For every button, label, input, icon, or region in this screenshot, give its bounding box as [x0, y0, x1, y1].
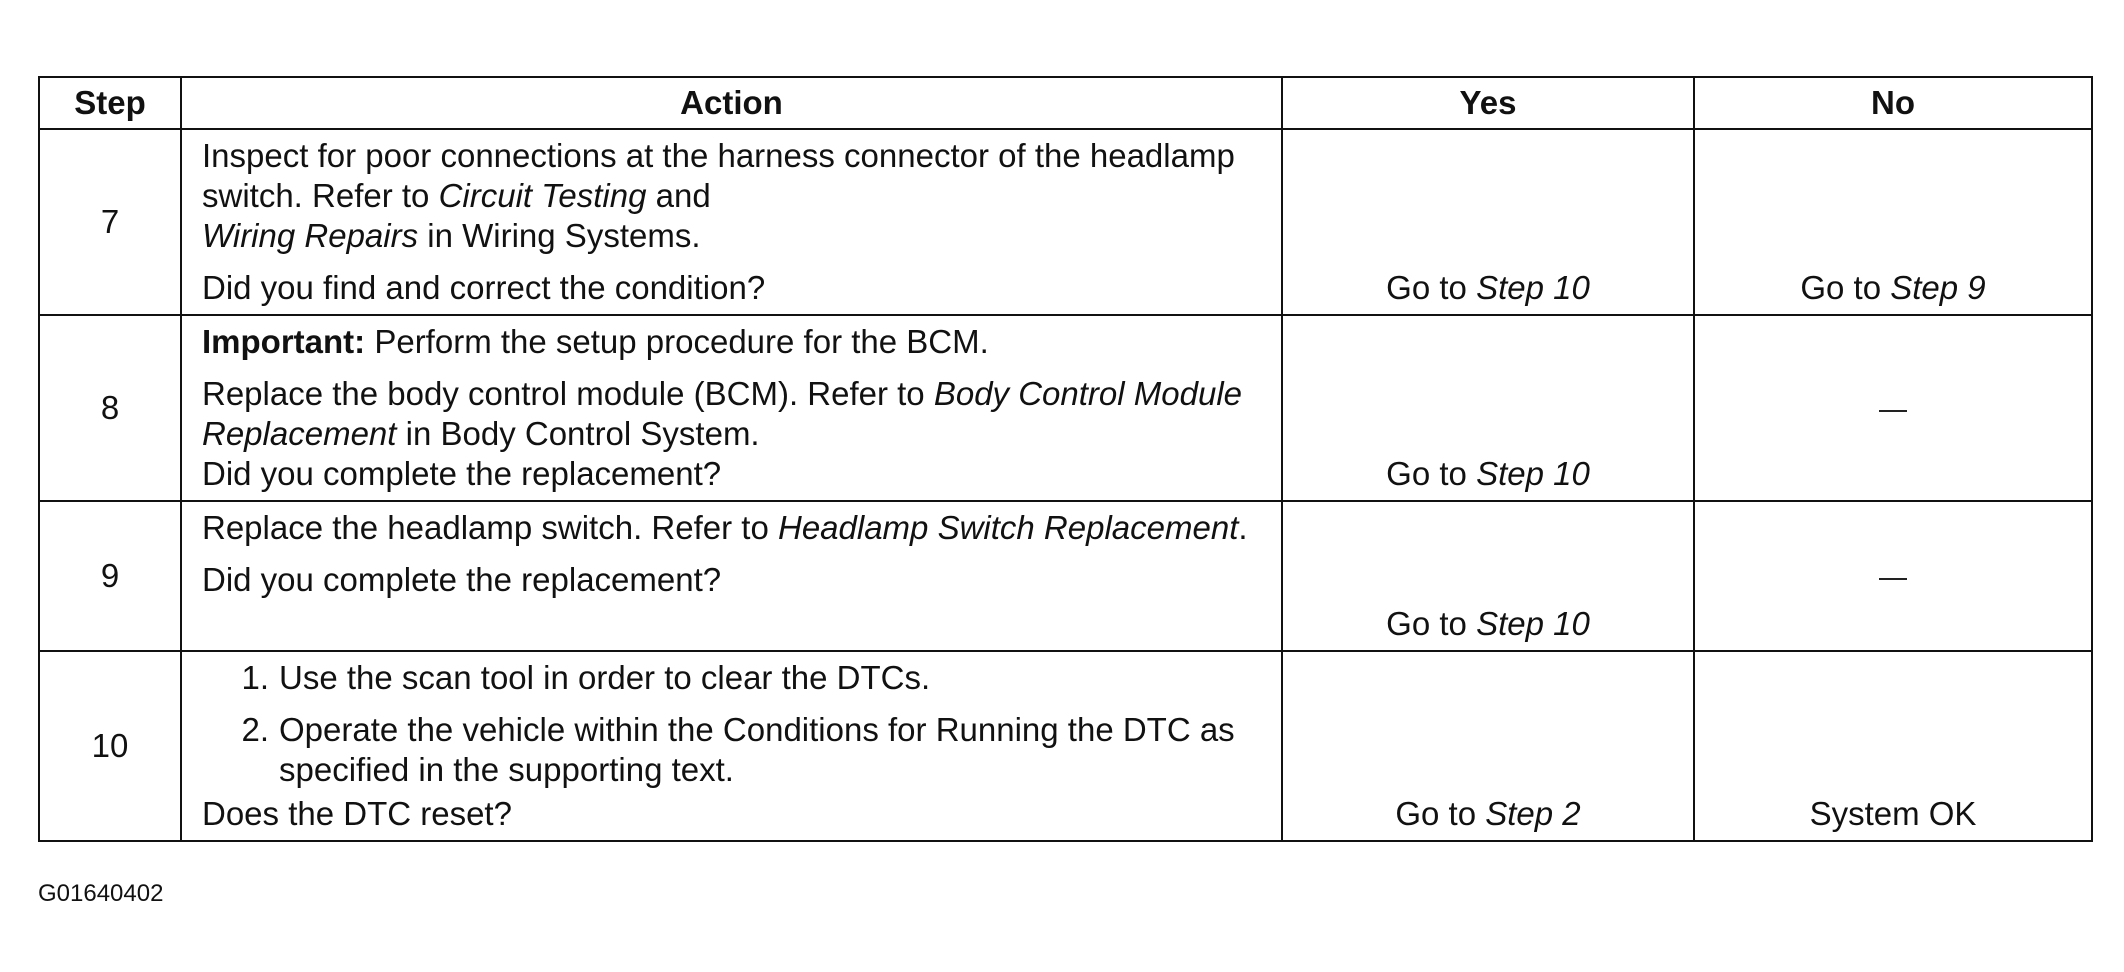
table-row-step-10	[39, 651, 2092, 841]
header-step: Step	[39, 77, 181, 129]
action-cell	[181, 129, 1282, 315]
instruction-text: .	[1238, 509, 1248, 546]
instruction-text: Inspect for poor connections at the harness connector of the headlamp switch. Refer to	[202, 137, 1235, 214]
no-cell	[1694, 129, 2092, 315]
reference-headlamp-switch-replacement: Headlamp Switch Replacement	[777, 509, 1239, 546]
step-number: 8	[39, 315, 181, 501]
instruction-text: in Wiring Systems.	[418, 217, 701, 254]
list-item-text: Operate the vehicle within the Conditions for Running the DTC as specified in the supporting text.	[279, 711, 1235, 788]
diagnostic-table	[38, 76, 2093, 842]
action-cell	[181, 651, 1282, 841]
action-question: Does the DTC reset?	[202, 795, 512, 832]
step-number: 10	[39, 651, 181, 841]
list-item	[202, 710, 1263, 790]
action-question: Did you complete the replacement?	[202, 455, 722, 492]
no-cell	[1694, 501, 2092, 651]
yes-cell	[1282, 315, 1694, 501]
goto-prefix: Go to	[1386, 455, 1477, 492]
not-applicable-dash	[1879, 578, 1907, 580]
table-row-step-7	[39, 129, 2092, 315]
step-reference: Step 10	[1476, 455, 1590, 492]
instruction-text: Replace the body control module (BCM). Refer to	[202, 375, 934, 412]
table-row-step-8	[39, 315, 2092, 501]
yes-cell	[1282, 651, 1694, 841]
yes-cell	[1282, 501, 1694, 651]
step-reference: Step 9	[1890, 269, 1986, 306]
action-question: Did you find and correct the condition?	[202, 269, 766, 306]
step-reference: Step 2	[1485, 795, 1581, 832]
important-note	[202, 322, 1263, 362]
no-cell	[1694, 315, 2092, 501]
important-label: Important:	[202, 323, 366, 360]
header-yes: Yes	[1282, 77, 1694, 129]
figure-id: G01640402	[38, 880, 164, 907]
important-text: Perform the setup procedure for the BCM.	[365, 323, 989, 360]
list-item-number: 2.	[241, 711, 269, 748]
reference-bcm-replacement: Body Control Module Replacement	[202, 375, 1243, 452]
instruction-text: Replace the headlamp switch. Refer to	[202, 509, 778, 546]
goto-prefix: Go to	[1386, 605, 1477, 642]
step-reference: Step 10	[1476, 605, 1590, 642]
action-instruction	[202, 136, 1263, 256]
header-no: No	[1694, 77, 2092, 129]
diagnostic-table-container	[38, 76, 2091, 842]
goto-prefix: Go to	[1800, 269, 1891, 306]
goto-prefix: Go to	[1395, 795, 1486, 832]
instruction-text: and	[646, 177, 711, 214]
list-item-number: 1.	[241, 659, 269, 696]
yes-cell	[1282, 129, 1694, 315]
header-action: Action	[181, 77, 1282, 129]
reference-wiring-repairs: Wiring Repairs	[202, 217, 419, 254]
action-instruction	[202, 374, 1263, 454]
reference-circuit-testing: Circuit Testing	[438, 177, 647, 214]
instruction-text: in Body Control System.	[396, 415, 760, 452]
list-item	[202, 658, 1263, 698]
step-reference: Step 10	[1476, 269, 1590, 306]
table-row-step-9	[39, 501, 2092, 651]
step-number: 9	[39, 501, 181, 651]
not-applicable-dash	[1879, 410, 1907, 412]
table-header-row	[39, 77, 2092, 129]
no-cell: System OK	[1694, 651, 2092, 841]
action-cell	[181, 501, 1282, 651]
list-item-text: Use the scan tool in order to clear the DTCs.	[279, 659, 931, 696]
action-cell	[181, 315, 1282, 501]
action-instruction	[202, 508, 1263, 548]
action-question: Did you complete the replacement?	[202, 561, 722, 598]
action-steps-list	[202, 658, 1263, 790]
step-number: 7	[39, 129, 181, 315]
goto-prefix: Go to	[1386, 269, 1477, 306]
